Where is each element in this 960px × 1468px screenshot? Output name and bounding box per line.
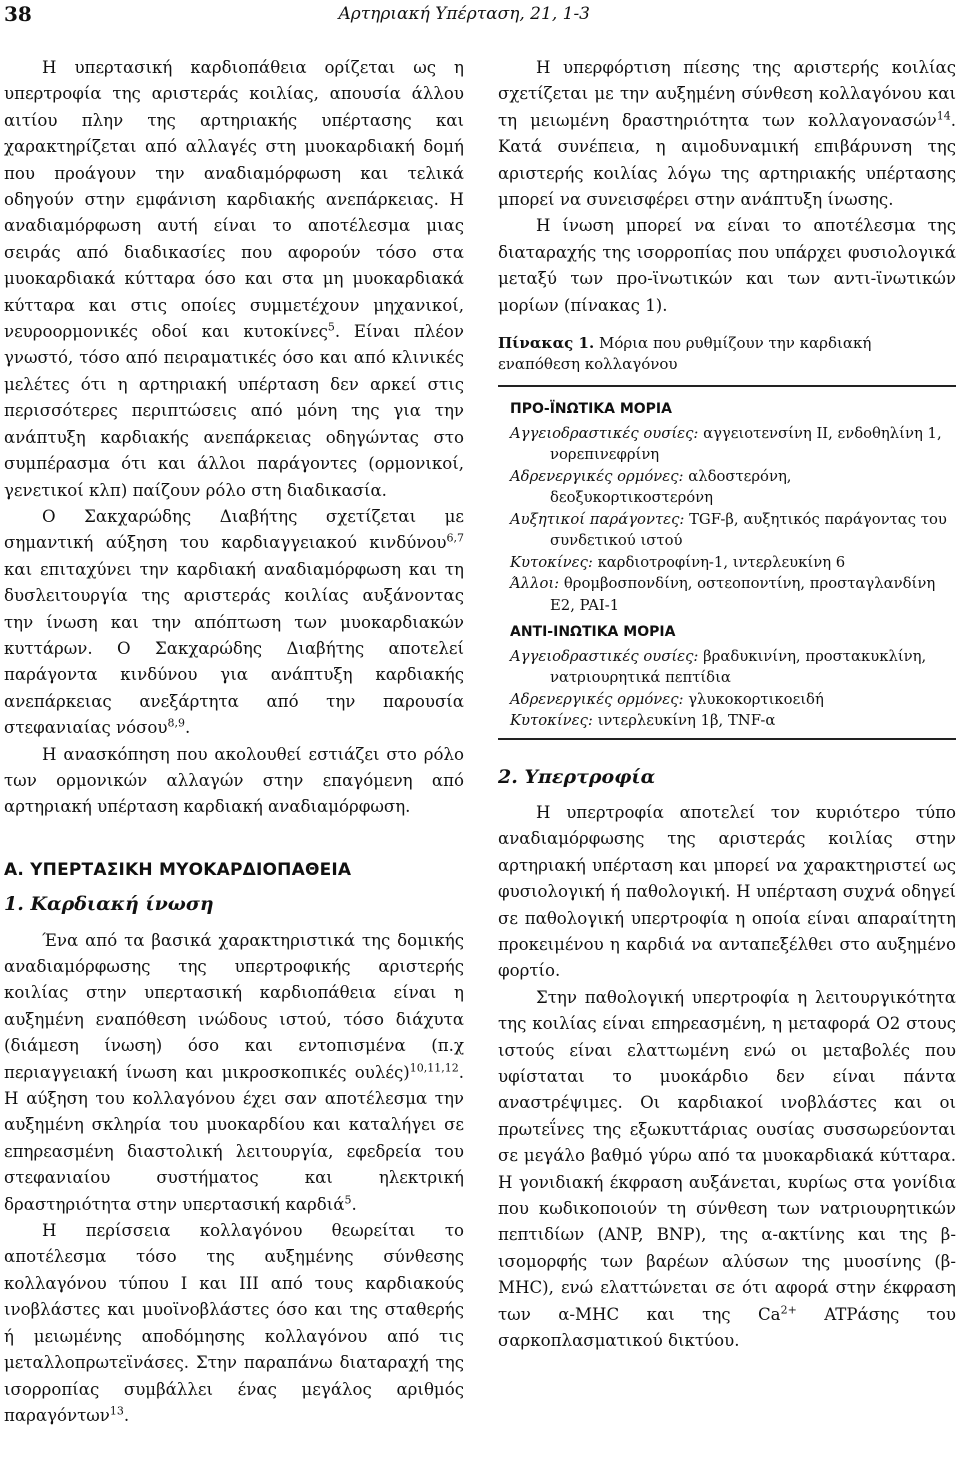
table-row: Αυξητικοί παράγοντες: TGF-β, αυξητικός παράγοντας του συνδετικού ιστού (510, 510, 947, 550)
paragraph: Η ανασκόπηση που ακολουθεί εστιάζει στο ρόλο των ορμονικών αλλαγών στην επαγόμενη από αρτηριακή υπέρταση καρδιακή αναδιαμόρφωση. (4, 744, 464, 817)
table-row: Κυτοκίνες: καρδιοτροφίνη-1, ιντερλευκίνη 6 (510, 553, 846, 571)
left-column (4, 55, 464, 1429)
subsection-heading: 1. Καρδιακή ίνωση (4, 893, 214, 916)
table-row: Αγγειοδραστικές ουσίες: βραδυκινίνη, προστακυκλίνη, νατριουρητικά πεπτίδια (510, 647, 927, 687)
subsection-heading: 2. Υπερτροφία (498, 765, 656, 788)
paragraph: Η ίνωση μπορεί να είναι το αποτέλεσμα της διαταραχής της ισορροπίας που υπάρχει φυσιολογικά μεταξύ των προ-ϊνωτικών και των αντι-ϊνωτικών μορίων (πίνακας 1). (498, 216, 956, 315)
paragraph: Η υπερφόρτιση πίεσης της αριστερής κοιλίας σχετίζεται με την αυξημένη σύνθεση κολλαγόνου και τη μειωμένη δραστηριότητα των κολλαγονασών$^{14}$. Κατά συνέπεια, η αιμοδυναμική επιβάρυνση της αριστερής κοιλίας λόγω της αρτηριακής υπέρτασης μπορεί να συνεισφέρει στην ανάπτυξη ίνωσης. (498, 58, 956, 210)
page-header (0, 0, 960, 38)
molecules-table (498, 385, 956, 740)
table-caption-label: Πίνακας 1. (498, 334, 595, 353)
paragraph: Η περίσσεια κολλαγόνου θεωρείται το αποτέλεσμα τόσο της αυξημένης σύνθεσης κολλαγόνου τύπου I και III από τους καρδιακούς ινοβλάστες και μυοϊνοβλάστες όσο και της σταθερής ή μειωμένης αποδόμησης κολλαγόνου από τις μεταλλοπρωτεϊνάσες. Στην παραπάνω διαταραχή της ισορροπίας συμβάλλει ένας μεγάλος αριθμός παραγόντων$^{13}$. (4, 1221, 464, 1425)
paragraph: Ο Σακχαρώδης Διαβήτης σχετίζεται με σημαντική αύξηση του καρδιαγγειακού κινδύνου$^{6,7}$ και επιταχύνει την καρδιακή αναδιαμόρφωση και τη δυσλειτουργία της αριστεράς κοιλίας αυξάνοντας την ίνωση και την απόπτωση των μυοκαρδιακών κυττάρων. Ο Σακχαρώδης Διαβήτης αποτελεί παράγοντα κινδύνου για ανάπτυξη καρδιακής ανεπάρκειας ανεξάρτητα από την παρουσία στεφανιαίας νόσου$^{8,9}$. (4, 506, 464, 738)
table-heading: ΠΡΟ-ΪΝΩΤΙΚΑ ΜΟΡΙΑ (510, 401, 672, 418)
page-number: 38 (4, 2, 32, 26)
journal-title: Αρτηριακή Υπέρταση, 21, 1-3 (338, 4, 590, 24)
table-row: Κυτοκίνες: ιντερλευκίνη 1β, TNF-α (510, 712, 776, 730)
table-row: Αδρενεργικές ορμόνες: γλυκοκορτικοειδή (510, 690, 824, 708)
table-row: Άλλοι: θρομβοσπονδίνη, οστεοποντίνη, προσταγλανδίνη Ε2, PAI-1 (510, 575, 936, 614)
paragraph: Στην παθολογική υπερτροφία η λειτουργικότητα της κοιλίας είναι επηρεασμένη, η μεταφορά O2 στους ιστούς είναι ελαττωμένη ενώ οι μεταβολές που υφίσταται το μυοκάρδιο δεν είναι πάντα αναστρέψιμες. Οι καρδιακοί ινοβλάστες και οι πρωτεΐνες της εξωκυττάριας ουσίας συσσωρεύονται σε μεγάλο βαθμό γύρω από τα μυοκαρδιακά κύτταρα. Η γονιδιακή έκφραση αυξάνεται, κυρίως στα γονίδια που κωδικοποιούν τη σύνθεση των νατριουρητικών πεπτιδίων (ANP, BNP), της α-ακτίνης και της β-ισομορφής των βαρέων αλύσων της μυοσίνης (β-MHC), ενώ ελαττώνεται σε ότι αφορά στην έκφραση των α-MHC και της $Ca^{2+}$ ATPάσης του σαρκοπλασματικού δικτύου. (498, 987, 956, 1351)
paragraph: Η υπερτασική καρδιοπάθεια ορίζεται ως η υπερτροφία της αριστεράς κοιλίας, απουσία άλλου αιτίου πλην της αρτηριακής υπέρτασης και χαρακτηρίζεται από αλλαγές στη μυοκαρδιακή δομή που προάγουν την αναδιαμόρφωση και τελικά οδηγούν στην εμφάνιση καρδιακής ανεπάρκειας. Η αναδιαμόρφωση αυτή είναι το αποτέλεσμα μιας σειράς από διαδικασίες που αφορούν τόσο στα μυοκαρδιακά κύτταρα όσο και στα μη μυοκαρδιακά κύτταρα και στις οποίες συμμετέχουν μηχανικοί, νευροορμονικές οδοί και κυτοκίνες$^5$. Είναι πλέον γνωστό, τόσο από πειραματικές όσο και από κλινικές μελέτες ότι η αρτηριακή υπέρταση δεν αρκεί στις περισσότερες περιπτώσεις από μόνη της για την ανάπτυξη καρδιακής ανεπάρκειας οδηγώντας στο συμπέρασμα ότι και άλλοι παράγοντες (ορμονικοί, γενετικοί κλπ) παίζουν ρόλο στη διαδικασία. (4, 58, 465, 500)
table-caption: Πίνακας 1. Μόρια που ρυθμίζουν την καρδιακή εναπόθεση κολλαγόνου (498, 334, 872, 374)
section-heading: Α. ΥΠΕΡΤΑΣΙΚΗ ΜΥΟΚΑΡΔΙΟΠΑΘΕΙΑ (4, 859, 352, 880)
table-row: Αδρενεργικές ορμόνες: αλδοστερόνη, δεοξυκορτικοστερόνη (510, 467, 792, 507)
table-heading: ΑΝΤΙ-ΙΝΩΤΙΚΑ ΜΟΡΙΑ (510, 624, 676, 641)
right-column (498, 55, 956, 1355)
table-row: Αγγειοδραστικές ουσίες: αγγειοτενσίνη ΙΙ, ενδοθηλίνη 1, νορεπινεφρίνη (510, 424, 942, 464)
paragraph: Η υπερτροφία αποτελεί τον κυριότερο τύπο αναδιαμόρφωσης της αριστεράς κοιλίας στην αρτηριακή υπέρταση και μπορεί να χαρακτηριστεί ως φυσιολογική ή παθολογική. Η υπέρταση συχνά οδηγεί σε παθολογική υπερτροφία η οποία είναι απαραίτητη προκειμένου η καρδιά να ανταπεξέλθει στο αυξημένο φορτίο. (498, 802, 956, 981)
paragraph: Ένα από τα βασικά χαρακτηριστικά της δομικής αναδιαμόρφωσης της υπερτροφικής αριστερής κοιλίας στην υπερτασική καρδιοπάθεια είναι η αυξημένη εναπόθεση ινώδους ιστού, τόσο διάχυτα (διάμεση ίνωση) όσο και εντοπισμένα (π.χ περιαγγειακή ίνωση και μικροσκοπικές ουλές)$^{10,11,12}$. Η αύξηση του κολλαγόνου έχει σαν αποτέλεσμα την αυξημένη σκληρία του μυοκαρδίου και καταλήγει σε επηρεασμένη διαστολική λειτουργία, εφεδρεία του στεφανιαίου συστήματος και ηλεκτρική δραστηριότητα στην υπερτασική καρδιά$^5$. (4, 930, 464, 1214)
